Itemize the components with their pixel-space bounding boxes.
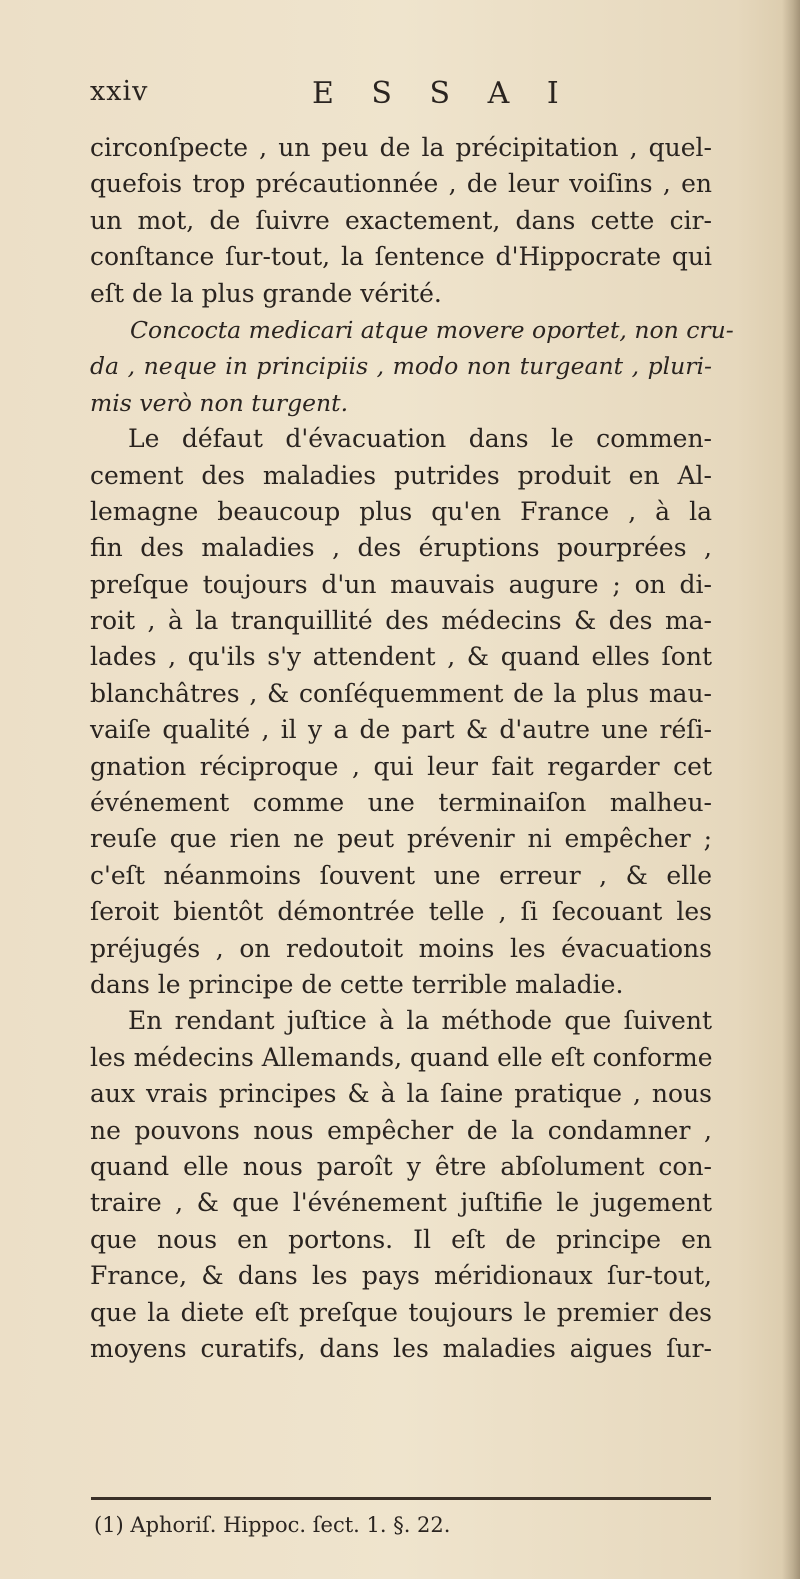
- text-line: lemagne beaucoup plus qu'en France , à la: [90, 496, 712, 526]
- text-line: moyens curatifs, dans les maladies aigues ſur-: [90, 1333, 712, 1363]
- text-line: ne pouvons nous empêcher de la condamner ,: [90, 1115, 712, 1145]
- page-header: [90, 70, 710, 120]
- text-line: événement comme une terminaiſon malheu-: [90, 788, 712, 818]
- text-line: roit , à la tranquillité des médecins & des ma-: [90, 606, 712, 636]
- page-edge-shadow: [782, 0, 800, 1579]
- text-line: gnation réciproque , qui leur fait regarder cet: [90, 751, 712, 781]
- text-line: les médecins Allemands, quand elle eſt conforme: [90, 1042, 713, 1072]
- text-line: conſtance ſur-tout, la ſentence d'Hippocrate qui: [90, 242, 712, 272]
- footnote: (1) Aphoriſ. Hippoc. ſect. 1. §. 22.: [94, 1513, 451, 1537]
- text-line: quefois trop précautionnée , de leur voiſins , en: [90, 169, 712, 199]
- latin-quote-line: da , neque in principiis , modo non turgeant , pluri-: [90, 352, 712, 381]
- text-line: que la diete eſt preſque toujours le premier des: [90, 1297, 712, 1327]
- text-line: circonſpecte , un peu de la précipitation , quel-: [90, 133, 712, 162]
- text-line: vaiſe qualité , il y a de part & d'autre une réſi-: [90, 715, 712, 745]
- body-text: [90, 130, 734, 1367]
- text-line: En rendant juſtice à la méthode que ſuivent: [128, 1006, 712, 1036]
- latin-quote-line: mis verò non turgent.: [90, 388, 349, 417]
- text-line: fin des maladies , des éruptions pourprées ,: [90, 533, 712, 563]
- text-line: dans le principe de cette terrible maladie.: [90, 969, 624, 999]
- text-line: cement des maladies putrides produit en Al-: [90, 460, 712, 490]
- text-line: un mot, de ſuivre exactement, dans cette cir-: [90, 205, 712, 235]
- text-line: que nous en portons. Il eſt de principe en: [90, 1224, 712, 1254]
- text-line: blanchâtres , & conſéquemment de la plus mau-: [90, 678, 712, 708]
- text-line: reuſe que rien ne peut prévenir ni empêcher ;: [90, 824, 712, 854]
- text-line: France, & dans les pays méridionaux ſur-tout,: [90, 1261, 712, 1291]
- text-line: ſeroit bientôt démontrée telle , ſi ſecouant les: [90, 897, 712, 927]
- text-line: aux vrais principes & à la ſaine pratique , nous: [90, 1079, 712, 1109]
- page-number: xxiv: [90, 76, 149, 107]
- text-line: traire , & que l'événement juſtifie le jugement: [90, 1188, 712, 1218]
- text-line: Le défaut d'évacuation dans le commen-: [128, 424, 712, 454]
- text-line: préjugés , on redoutoit moins les évacuations: [90, 933, 712, 963]
- text-line: lades , qu'ils s'y attendent , & quand elles ſont: [90, 642, 712, 672]
- footnote-rule: [91, 1497, 711, 1500]
- text-line: preſque toujours d'un mauvais augure ; on di-: [90, 569, 712, 599]
- text-line: eſt de la plus grande vérité.: [90, 278, 442, 308]
- text-line: quand elle nous paroît y être abſolument con-: [90, 1151, 712, 1181]
- latin-quote-line: Concocta medicari atque movere oportet, non cru-: [130, 315, 734, 344]
- running-title: E S S A I: [312, 76, 573, 111]
- text-line: c'eſt néanmoins ſouvent une erreur , & elle: [90, 860, 712, 890]
